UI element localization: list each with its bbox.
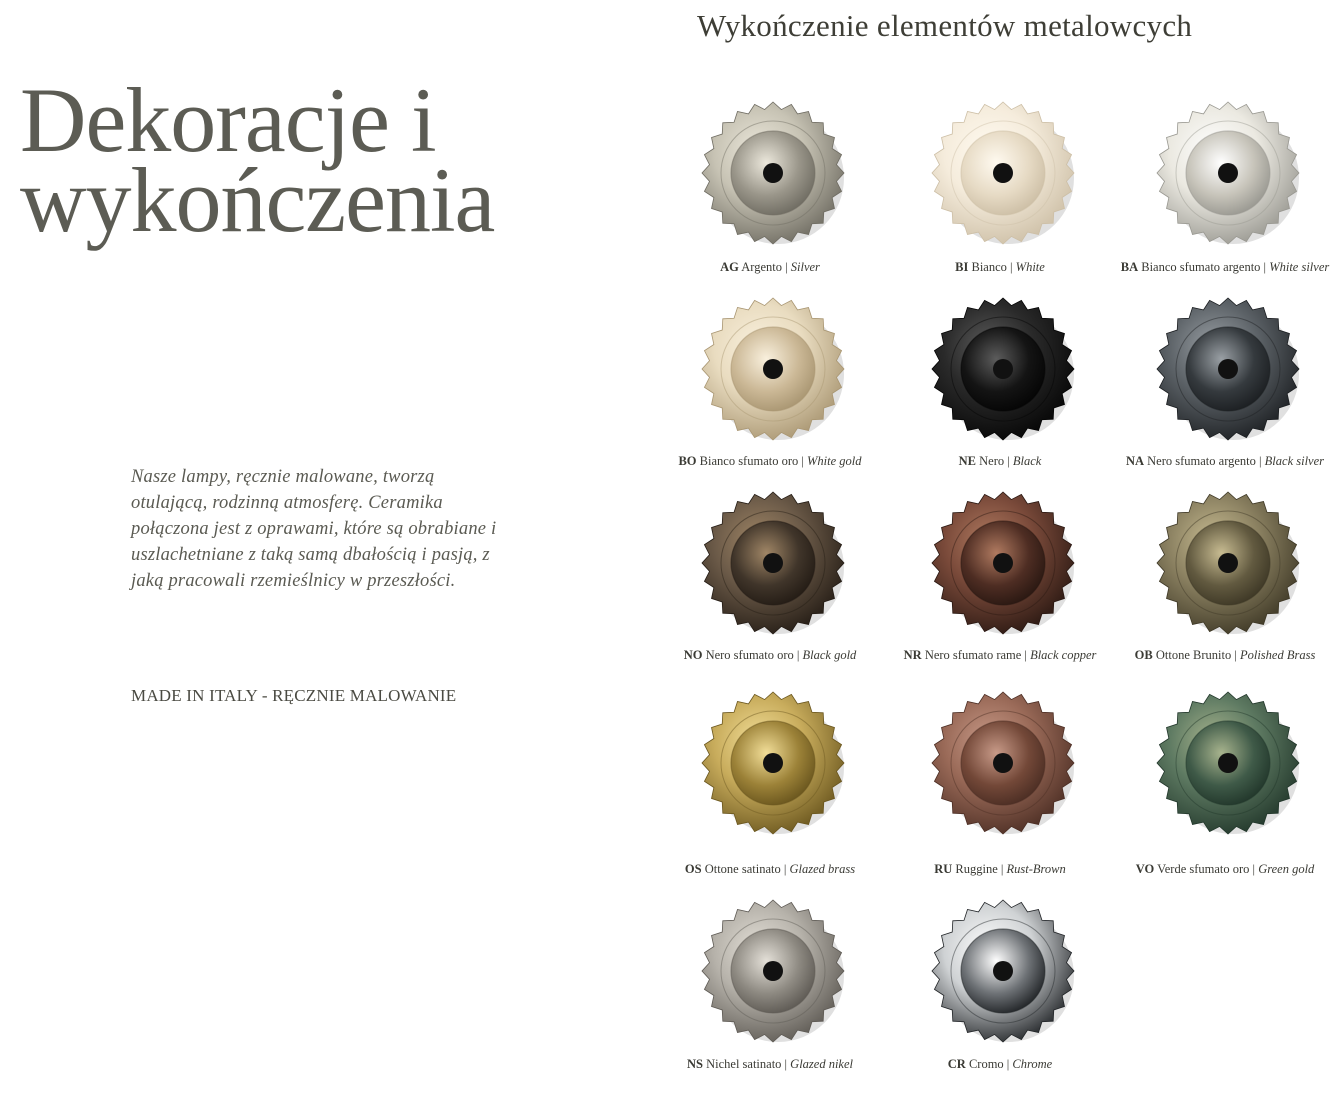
finish-english-name: Black gold — [802, 648, 857, 662]
page-title-line-1: Dekoracje i — [20, 69, 436, 171]
rosette-image — [700, 690, 846, 836]
finish-code: BO — [678, 454, 697, 468]
finish-swatch — [930, 296, 1076, 442]
finish-caption — [860, 1057, 1140, 1072]
finish-caption — [1085, 454, 1344, 469]
finish-english-name: White gold — [807, 454, 862, 468]
page-title-line-2: wykończenia — [20, 149, 495, 251]
finish-swatch — [1155, 490, 1301, 636]
finish-swatch — [1155, 296, 1301, 442]
finish-code: OS — [684, 862, 702, 876]
finish-english-name: Chrome — [1012, 1057, 1053, 1071]
finish-code: NA — [1125, 454, 1145, 468]
finish-no — [650, 490, 890, 690]
rosette-image — [700, 898, 846, 1044]
finish-code: BI — [955, 260, 969, 274]
intro-paragraph: Nasze lampy, ręcznie malowane, tworzą otulającą, rodzinną atmosferę. Ceramika połączona jest z oprawami, które są obrabiane i uszlachetniane z taką samą dbałością i pasją, z jaką pracowali rzemieślnicy w przeszłości. — [131, 467, 497, 591]
rosette-image — [930, 296, 1076, 442]
finish-code: NE — [958, 454, 977, 468]
finish-english-name: Black — [1012, 454, 1042, 468]
finish-code: OB — [1134, 648, 1153, 662]
finish-english-name: Rust-Brown — [1006, 862, 1066, 876]
finish-ba — [1105, 100, 1344, 300]
finish-name: Nichel satinato | — [702, 1057, 791, 1071]
finish-code: NR — [903, 648, 922, 662]
finish-ru — [880, 690, 1120, 890]
finish-swatch — [930, 490, 1076, 636]
section-title: Wykończenie elementów metalowcych — [697, 8, 1193, 43]
finish-swatch — [700, 296, 846, 442]
rosette-image — [1155, 296, 1301, 442]
finish-ne — [880, 296, 1120, 496]
made-in-italy-label: MADE IN ITALY - RĘCZNIE MALOWANIE — [131, 686, 457, 705]
finish-swatch — [700, 898, 846, 1044]
finish-name: Nero | — [976, 454, 1013, 468]
page-title — [20, 69, 640, 251]
finish-english-name: Green gold — [1258, 862, 1315, 876]
finish-bo — [650, 296, 890, 496]
finish-code: BA — [1120, 260, 1139, 274]
finish-name: Bianco sfumato oro | — [696, 454, 807, 468]
finish-swatch — [700, 100, 846, 246]
finish-swatch — [930, 898, 1076, 1044]
finish-name: Verde sfumato oro | — [1154, 862, 1259, 876]
rosette-image — [1155, 690, 1301, 836]
finish-caption — [1085, 862, 1344, 877]
finish-english-name: White — [1015, 260, 1045, 274]
finish-code: NO — [683, 648, 703, 662]
finish-name: Bianco sfumato argento | — [1138, 260, 1270, 274]
rosette-image — [700, 100, 846, 246]
finish-code: RU — [934, 862, 953, 876]
finish-na — [1105, 296, 1344, 496]
finish-swatch — [930, 100, 1076, 246]
finish-ns — [650, 898, 890, 1098]
finish-name: Cromo | — [965, 1057, 1013, 1071]
finish-code: AG — [720, 260, 739, 274]
finish-swatch — [1155, 100, 1301, 246]
finish-name: Nero sfumato argento | — [1144, 454, 1265, 468]
finish-english-name: Black copper — [1030, 648, 1097, 662]
finish-english-name: White silver — [1269, 260, 1330, 274]
finish-name: Bianco | — [968, 260, 1016, 274]
finish-name: Nero sfumato oro | — [702, 648, 803, 662]
rosette-image — [1155, 100, 1301, 246]
finish-swatch — [700, 490, 846, 636]
finish-bi — [880, 100, 1120, 300]
finish-name: Ottone satinato | — [701, 862, 790, 876]
finish-swatch — [1155, 690, 1301, 836]
finish-ag — [650, 100, 890, 300]
finish-name: Nero sfumato rame | — [921, 648, 1031, 662]
finish-nr — [880, 490, 1120, 690]
finish-english-name: Glazed brass — [789, 862, 856, 876]
finish-name: Ruggine | — [952, 862, 1007, 876]
finish-swatch — [930, 690, 1076, 836]
finish-english-name: Black silver — [1264, 454, 1325, 468]
finish-code: VO — [1135, 862, 1155, 876]
finish-vo — [1105, 690, 1344, 890]
finish-name: Argento | — [738, 260, 791, 274]
finish-ob — [1105, 490, 1344, 690]
rosette-image — [930, 490, 1076, 636]
rosette-image — [700, 490, 846, 636]
rosette-image — [700, 296, 846, 442]
finish-code: CR — [947, 1057, 966, 1071]
finish-cr — [880, 898, 1120, 1098]
finish-code: NS — [686, 1057, 703, 1071]
finish-caption — [1085, 648, 1344, 663]
finish-english-name: Silver — [790, 260, 820, 274]
finish-swatch — [700, 690, 846, 836]
finish-os — [650, 690, 890, 890]
rosette-image — [1155, 490, 1301, 636]
rosette-image — [930, 898, 1076, 1044]
finish-english-name: Glazed nikel — [790, 1057, 854, 1071]
rosette-image — [930, 100, 1076, 246]
rosette-image — [930, 690, 1076, 836]
finish-caption — [1085, 260, 1344, 275]
finish-name: Ottone Brunito | — [1152, 648, 1240, 662]
finish-english-name: Polished Brass — [1239, 648, 1316, 662]
